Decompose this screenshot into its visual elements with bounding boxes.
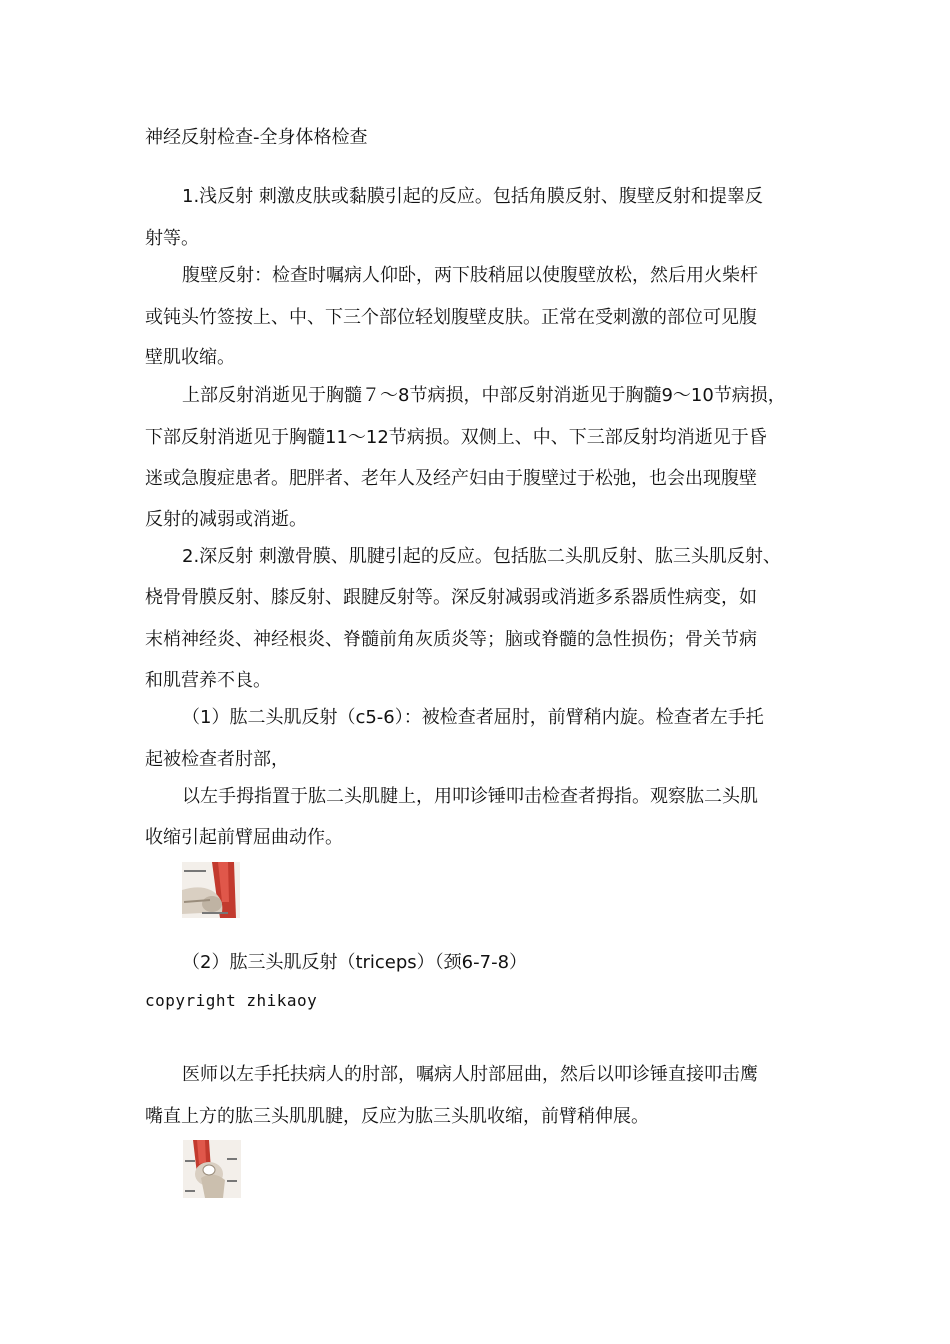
copyright-text: copyright zhikaoy [145,991,318,1010]
paragraph-line: 射等。 [145,228,199,249]
biceps-reflex-figure [182,862,240,918]
paragraph-line: 腹壁反射：检查时嘱病人仰卧，两下肢稍屈以使腹壁放松，然后用火柴杆 [182,265,758,286]
paragraph-line: （1）肱二头肌反射（c5-6）：被检查者屈肘，前臂稍内旋。检查者左手托 [182,707,764,728]
paragraph-line: 起被检查者肘部， [145,749,289,770]
paragraph-line: 或钝头竹签按上、中、下三个部位轻划腹壁皮肤。正常在受刺激的部位可见腹 [145,307,757,328]
paragraph-line: 迷或急腹症患者。肥胖者、老年人及经产妇由于腹壁过于松弛，也会出现腹壁 [145,468,757,489]
paragraph-line: 收缩引起前臂屈曲动作。 [145,827,343,848]
paragraph-line: 嘴直上方的肱三头肌肌腱，反应为肱三头肌收缩，前臂稍伸展。 [145,1106,649,1127]
paragraph-line: 以左手拇指置于肱二头肌腱上，用叩诊锤叩击检查者拇指。观察肱二头肌 [182,786,758,807]
paragraph-line: 2.深反射 刺激骨膜、肌腱引起的反应。包括肱二头肌反射、肱三头肌反射、 [182,546,781,567]
paragraph-line: 末梢神经炎、神经根炎、脊髓前角灰质炎等；脑或脊髓的急性损伤；骨关节病 [145,629,757,650]
paragraph-line: 壁肌收缩。 [145,347,235,368]
page-title: 神经反射检查-全身体格检查 [145,127,368,148]
paragraph-line: 和肌营养不良。 [145,670,271,691]
paragraph-line: 桡骨骨膜反射、膝反射、跟腱反射等。深反射减弱或消逝多系器质性病变，如 [145,587,757,608]
section-heading: （2）肱三头肌反射（triceps）（颈6-7-8） [182,952,528,973]
triceps-reflex-figure [183,1140,241,1198]
paragraph-line: 1.浅反射 刺激皮肤或黏膜引起的反应。包括角膜反射、腹壁反射和提睾反 [182,186,763,207]
paragraph-line: 医师以左手托扶病人的肘部，嘱病人肘部屈曲，然后以叩诊锤直接叩击鹰 [182,1064,758,1085]
paragraph-line: 反射的减弱或消逝。 [145,509,307,530]
paragraph-line: 上部反射消逝见于胸髓７～8节病损，中部反射消逝见于胸髓9～10节病损， [182,385,786,406]
paragraph-line: 下部反射消逝见于胸髓11～12节病损。双侧上、中、下三部反射均消逝见于昏 [145,427,767,448]
